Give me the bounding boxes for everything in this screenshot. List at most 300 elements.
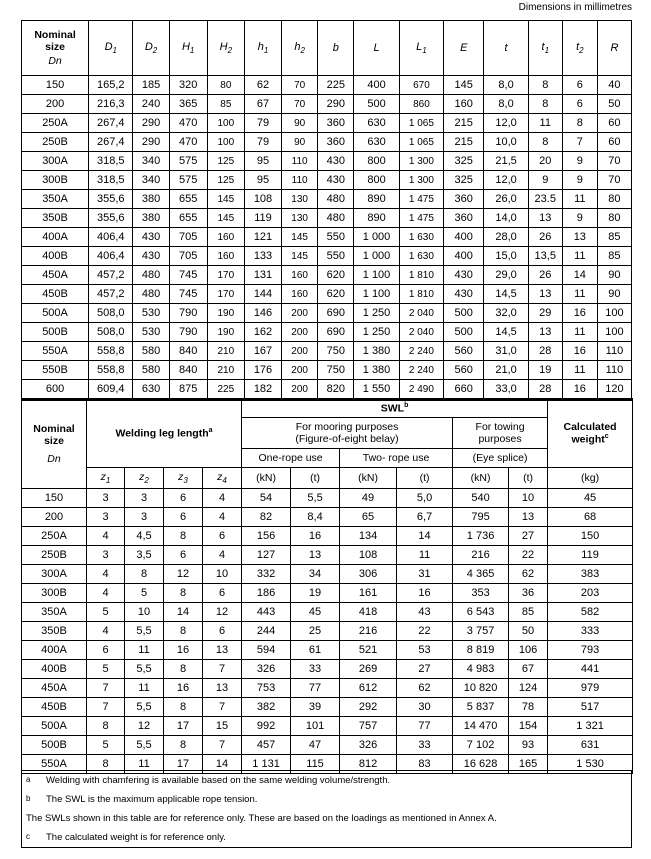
table-cell: 200: [22, 508, 87, 527]
table-row: [22, 190, 632, 209]
table-cell: 134: [340, 527, 397, 546]
table-row: [22, 546, 633, 565]
table-cell: 1 475: [399, 209, 443, 228]
table-cell: 558,8: [89, 361, 133, 380]
table-cell: 216: [340, 622, 397, 641]
note: [26, 813, 497, 824]
table-cell: 13: [562, 228, 597, 247]
table-cell: 631: [548, 736, 633, 755]
table-cell: 5: [87, 736, 125, 755]
table-cell: 355,6: [89, 209, 133, 228]
table-cell: 5,5: [291, 489, 340, 508]
table-cell: 250B: [22, 133, 89, 152]
table-cell: 8: [87, 717, 125, 736]
table-cell: 612: [340, 679, 397, 698]
table-cell: 80: [597, 190, 631, 209]
table-cell: 160: [282, 266, 318, 285]
table-cell: 13,5: [528, 247, 562, 266]
table-row: [22, 323, 632, 342]
table-cell: 745: [169, 285, 207, 304]
table-row: [22, 361, 632, 380]
table-cell: 95: [244, 171, 281, 190]
table-cell: 10: [509, 489, 548, 508]
table-cell: 890: [354, 190, 399, 209]
table-row: [22, 171, 632, 190]
table-cell: 250A: [22, 114, 89, 133]
note-mark: b: [26, 794, 31, 803]
table-cell: 8: [164, 527, 203, 546]
table-cell: 300A: [22, 565, 87, 584]
table-cell: 14: [562, 266, 597, 285]
table-cell: 31,0: [484, 342, 528, 361]
table-cell: 300B: [22, 584, 87, 603]
table-cell: 306: [340, 565, 397, 584]
table-cell: 10: [203, 565, 242, 584]
table-cell: 8: [87, 755, 125, 774]
table-cell: 14: [203, 755, 242, 774]
table-cell: 400: [354, 76, 399, 95]
table-cell: 67: [244, 95, 281, 114]
table-cell: 200: [282, 304, 318, 323]
table-cell: 216: [453, 546, 509, 565]
table-cell: 5,5: [125, 736, 164, 755]
table-cell: 133: [244, 247, 281, 266]
table-cell: 6 543: [453, 603, 509, 622]
dim-header-row: [22, 21, 632, 76]
table-cell: 40: [597, 76, 631, 95]
note-mark: a: [26, 775, 31, 784]
table-cell: 430: [318, 152, 354, 171]
table-cell: 400: [444, 228, 484, 247]
weight-unit: (kg): [548, 468, 633, 489]
table-cell: 550: [318, 228, 354, 247]
table-cell: 70: [282, 95, 318, 114]
table-cell: 3: [125, 508, 164, 527]
table-cell: 115: [291, 755, 340, 774]
table-cell: 269: [340, 660, 397, 679]
table-cell: 609,4: [89, 380, 133, 400]
table-cell: 90: [597, 266, 631, 285]
table-cell: 13: [291, 546, 340, 565]
table-cell: 4: [87, 584, 125, 603]
table-cell: 1 321: [548, 717, 633, 736]
table-cell: 146: [244, 304, 281, 323]
table-cell: 530: [133, 323, 169, 342]
table-cell: 27: [509, 527, 548, 546]
table-cell: 540: [453, 489, 509, 508]
table-cell: 360: [318, 133, 354, 152]
table-cell: 326: [340, 736, 397, 755]
table-cell: 360: [444, 209, 484, 228]
table-cell: 350A: [22, 603, 87, 622]
col-header-t1: $t_1$: [528, 21, 562, 76]
table-cell: 12,0: [484, 171, 528, 190]
table-cell: 43: [397, 603, 453, 622]
table-cell: 16: [562, 342, 597, 361]
table-cell: 508,0: [89, 323, 133, 342]
table-cell: 85: [597, 247, 631, 266]
table-cell: 8: [164, 660, 203, 679]
table-cell: 32,0: [484, 304, 528, 323]
table-cell: 17: [164, 755, 203, 774]
table-cell: 215: [444, 114, 484, 133]
table-row: [22, 152, 632, 171]
table-cell: 200: [282, 380, 318, 400]
table-cell: 100: [597, 323, 631, 342]
table-cell: 28: [528, 342, 562, 361]
table-cell: 4: [87, 622, 125, 641]
table-cell: 1 630: [399, 247, 443, 266]
table-cell: 50: [509, 622, 548, 641]
one-rope-header: One-rope use: [242, 449, 340, 468]
unit-cell: (t): [509, 468, 548, 489]
table-cell: 4 983: [453, 660, 509, 679]
table-cell: 19: [291, 584, 340, 603]
table-cell: 355,6: [89, 190, 133, 209]
table-cell: 65: [340, 508, 397, 527]
table-cell: 78: [509, 698, 548, 717]
table-cell: 160: [207, 247, 244, 266]
col-header-r: R: [597, 21, 631, 76]
table-cell: 705: [169, 247, 207, 266]
table-cell: 1 131: [242, 755, 291, 774]
table-cell: 325: [444, 152, 484, 171]
unit-cell: (kN): [340, 468, 397, 489]
table-cell: 108: [244, 190, 281, 209]
table-cell: 332: [242, 565, 291, 584]
table-cell: 85: [207, 95, 244, 114]
table-cell: 225: [207, 380, 244, 400]
table-cell: 19: [528, 361, 562, 380]
table-cell: 210: [207, 342, 244, 361]
unit-cell: (kN): [453, 468, 509, 489]
table-cell: 594: [242, 641, 291, 660]
table-cell: 27: [397, 660, 453, 679]
table-cell: 200: [282, 342, 318, 361]
table-cell: 14: [164, 603, 203, 622]
table-cell: 150: [22, 76, 89, 95]
table-cell: 80: [597, 209, 631, 228]
table-cell: 22: [509, 546, 548, 565]
table-cell: 326: [242, 660, 291, 679]
table-cell: 1 550: [354, 380, 399, 400]
table-row: [22, 508, 633, 527]
table-cell: 1 475: [399, 190, 443, 209]
table-cell: 203: [548, 584, 633, 603]
table-cell: 215: [444, 133, 484, 152]
table-cell: 16: [164, 679, 203, 698]
table-cell: 6: [164, 489, 203, 508]
table-cell: 480: [318, 209, 354, 228]
table-cell: 267,4: [89, 114, 133, 133]
table-row: [22, 679, 633, 698]
table-cell: 430: [318, 171, 354, 190]
table-cell: 450B: [22, 285, 89, 304]
table-cell: 185: [133, 76, 169, 95]
table-cell: 360: [318, 114, 354, 133]
weight-header: Calculated weight$^c$: [548, 399, 633, 468]
table-cell: 190: [207, 323, 244, 342]
table-cell: 6: [203, 584, 242, 603]
table-cell: 16: [562, 304, 597, 323]
table-cell: 8: [164, 736, 203, 755]
table-cell: 11: [562, 361, 597, 380]
table-cell: 25: [291, 622, 340, 641]
col-header-h1: $H_1$: [169, 21, 207, 76]
table-cell: 121: [244, 228, 281, 247]
table-row: [22, 698, 633, 717]
table-cell: 670: [399, 76, 443, 95]
table-cell: 170: [207, 266, 244, 285]
table-cell: 14,5: [484, 323, 528, 342]
table-cell: 186: [242, 584, 291, 603]
table-row: [22, 76, 632, 95]
units-label: Dimensions in millimetres: [518, 2, 632, 13]
table-cell: 292: [340, 698, 397, 717]
table-cell: 10 820: [453, 679, 509, 698]
table-cell: 406,4: [89, 247, 133, 266]
table-cell: 457,2: [89, 285, 133, 304]
table-cell: 6: [203, 527, 242, 546]
table-cell: 45: [291, 603, 340, 622]
table-cell: 8 819: [453, 641, 509, 660]
table-cell: 812: [340, 755, 397, 774]
table-cell: 29,0: [484, 266, 528, 285]
table-cell: 521: [340, 641, 397, 660]
table-cell: 418: [340, 603, 397, 622]
table-cell: 500: [444, 304, 484, 323]
table-cell: 690: [318, 323, 354, 342]
table-cell: 110: [597, 342, 631, 361]
table-cell: 8: [164, 584, 203, 603]
table-cell: 190: [207, 304, 244, 323]
table-cell: 1 250: [354, 323, 399, 342]
table-cell: 12: [203, 603, 242, 622]
table-cell: 480: [133, 266, 169, 285]
table-cell: 13: [528, 285, 562, 304]
table-cell: 7: [87, 679, 125, 698]
table-cell: 79: [244, 114, 281, 133]
table-cell: 340: [133, 152, 169, 171]
table-cell: 550B: [22, 361, 89, 380]
table-cell: 470: [169, 133, 207, 152]
table-cell: 400A: [22, 641, 87, 660]
table-row: [22, 489, 633, 508]
table-cell: 62: [397, 679, 453, 698]
col-header-b: b: [318, 21, 354, 76]
table-cell: 550: [318, 247, 354, 266]
table-cell: 11: [125, 755, 164, 774]
table-row: [22, 304, 632, 323]
table-cell: 500: [354, 95, 399, 114]
mooring-header: For mooring purposes (Figure-of-eight belay): [242, 418, 453, 449]
table-cell: 90: [282, 133, 318, 152]
table-cell: 630: [354, 114, 399, 133]
unit-cell: (t): [291, 468, 340, 489]
table-cell: 9: [562, 209, 597, 228]
table-cell: 800: [354, 171, 399, 190]
table-cell: 2 490: [399, 380, 443, 400]
table-row: [22, 717, 633, 736]
table-cell: 110: [282, 152, 318, 171]
table-cell: 580: [133, 361, 169, 380]
table-cell: 130: [282, 190, 318, 209]
table-cell: 33: [291, 660, 340, 679]
table-notes: [21, 770, 632, 848]
table-cell: 560: [444, 361, 484, 380]
table-cell: 2 240: [399, 361, 443, 380]
table-cell: 380: [133, 190, 169, 209]
table-cell: 16: [562, 380, 597, 400]
table-cell: 1 810: [399, 285, 443, 304]
table-cell: 7: [87, 698, 125, 717]
table-row: [22, 584, 633, 603]
unit-cell: (kN): [242, 468, 291, 489]
table-cell: 4: [203, 508, 242, 527]
table-cell: 67: [509, 660, 548, 679]
table-cell: 400: [444, 247, 484, 266]
table-row: [22, 527, 633, 546]
table-row: [22, 380, 632, 400]
table-cell: 2 240: [399, 342, 443, 361]
table-cell: 820: [318, 380, 354, 400]
table-cell: 300B: [22, 171, 89, 190]
table-cell: 500A: [22, 717, 87, 736]
table-cell: 119: [548, 546, 633, 565]
table-cell: 7: [203, 660, 242, 679]
table-cell: 1 100: [354, 285, 399, 304]
table-cell: 4,5: [125, 527, 164, 546]
table-cell: 14,0: [484, 209, 528, 228]
table-cell: 4: [87, 527, 125, 546]
table-cell: 690: [318, 304, 354, 323]
table-cell: 430: [133, 228, 169, 247]
table-cell: 8: [528, 95, 562, 114]
table-cell: 365: [169, 95, 207, 114]
table-cell: 47: [291, 736, 340, 755]
table-cell: 1 065: [399, 133, 443, 152]
table-cell: 530: [133, 304, 169, 323]
table-cell: 70: [282, 76, 318, 95]
col-header-z2: $z_2$: [125, 468, 164, 489]
table-cell: 300A: [22, 152, 89, 171]
table-cell: 4: [203, 546, 242, 565]
table-cell: 350B: [22, 209, 89, 228]
table-cell: 49: [340, 489, 397, 508]
table-cell: 575: [169, 152, 207, 171]
table-cell: 3: [87, 546, 125, 565]
table-cell: 267,4: [89, 133, 133, 152]
table-cell: 15,0: [484, 247, 528, 266]
table-cell: 17: [164, 717, 203, 736]
table-cell: 1 630: [399, 228, 443, 247]
table-cell: 753: [242, 679, 291, 698]
table-cell: 131: [244, 266, 281, 285]
table-cell: 130: [282, 209, 318, 228]
table-cell: 840: [169, 361, 207, 380]
table-cell: 145: [282, 228, 318, 247]
table-cell: 125: [207, 152, 244, 171]
table-row: [22, 565, 633, 584]
table-cell: 890: [354, 209, 399, 228]
table-cell: 992: [242, 717, 291, 736]
table-cell: 119: [244, 209, 281, 228]
table-cell: 100: [597, 304, 631, 323]
table-cell: 85: [509, 603, 548, 622]
table-cell: 144: [244, 285, 281, 304]
table-cell: 5: [87, 603, 125, 622]
table-cell: 350A: [22, 190, 89, 209]
table-cell: 11: [562, 247, 597, 266]
two-rope-header: Two- rope use: [340, 449, 453, 468]
table-cell: 500A: [22, 304, 89, 323]
table-cell: 62: [244, 76, 281, 95]
table-cell: 23.5: [528, 190, 562, 209]
note: [26, 794, 257, 805]
table-cell: 5: [125, 584, 164, 603]
table-cell: 170: [207, 285, 244, 304]
table-row: [22, 228, 632, 247]
note-text: The calculated weight is for reference only.: [46, 832, 226, 843]
table-cell: 14: [397, 527, 453, 546]
table-cell: 244: [242, 622, 291, 641]
table-cell: 11: [397, 546, 453, 565]
table-cell: 68: [548, 508, 633, 527]
table-cell: 550A: [22, 755, 87, 774]
table-row: [22, 114, 632, 133]
table-cell: 1 736: [453, 527, 509, 546]
table-cell: 8,0: [484, 76, 528, 95]
table-cell: 8: [164, 698, 203, 717]
table-cell: 1 065: [399, 114, 443, 133]
towing-header: For towing purposes: [453, 418, 548, 449]
table-cell: 1 100: [354, 266, 399, 285]
table-cell: 875: [169, 380, 207, 400]
table-cell: 21,5: [484, 152, 528, 171]
table-cell: 145: [444, 76, 484, 95]
table-cell: 16 628: [453, 755, 509, 774]
table-cell: 12: [125, 717, 164, 736]
table-cell: 6,7: [397, 508, 453, 527]
table-cell: 14,5: [484, 285, 528, 304]
table-cell: 383: [548, 565, 633, 584]
table-cell: 95: [244, 152, 281, 171]
table-cell: 3: [87, 489, 125, 508]
table-cell: 6: [164, 546, 203, 565]
table-cell: 30: [397, 698, 453, 717]
col-header-h2: $H_2$: [207, 21, 244, 76]
table-cell: 250B: [22, 546, 87, 565]
table-cell: 90: [282, 114, 318, 133]
col-header-d1: $D_1$: [89, 21, 133, 76]
table-cell: 318,5: [89, 171, 133, 190]
table-cell: 16: [164, 641, 203, 660]
table-cell: 22: [397, 622, 453, 641]
table-cell: 655: [169, 209, 207, 228]
note-mark: c: [26, 832, 30, 841]
table-cell: 4: [203, 489, 242, 508]
table-cell: 790: [169, 323, 207, 342]
col-header-t: t: [484, 21, 528, 76]
table-cell: 290: [318, 95, 354, 114]
table-row: [22, 603, 633, 622]
table-cell: 7: [562, 133, 597, 152]
table-cell: 161: [340, 584, 397, 603]
table-cell: 745: [169, 266, 207, 285]
table-row: [22, 660, 633, 679]
swl-units-row: [22, 468, 633, 489]
table-cell: 26: [528, 266, 562, 285]
